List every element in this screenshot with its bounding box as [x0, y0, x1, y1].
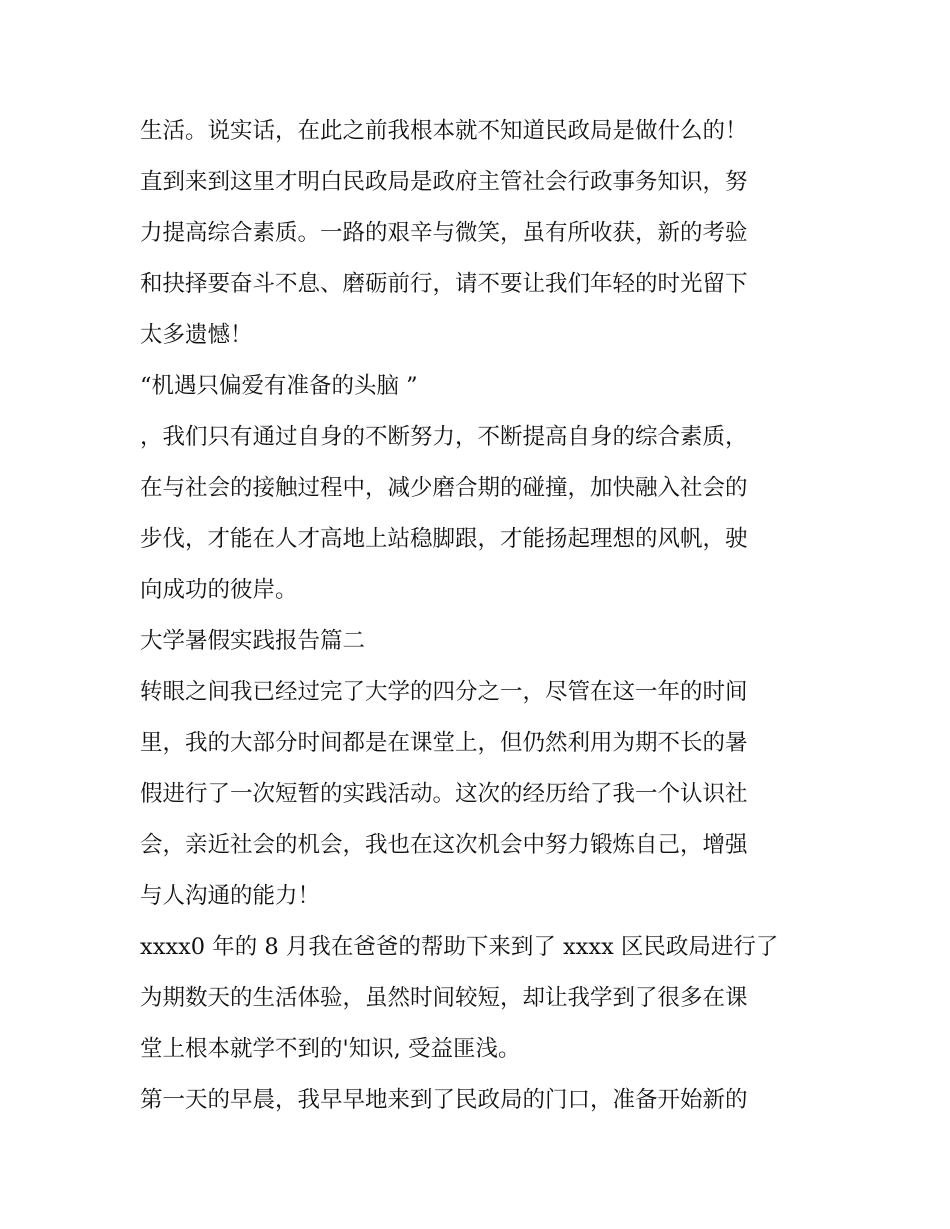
text-line: 步伐，才能在人才高地上站稳脚跟，才能扬起理想的风帆，驶	[140, 526, 748, 552]
text-line: 在与社会的接触过程中，减少磨合期的碰撞，加快融入社会的	[140, 475, 748, 501]
text-line: ，我们只有通过自身的不断努力，不断提高自身的综合素质，	[140, 424, 748, 450]
text-line: 转眼之间我已经过完了大学的四分之一，尽管在这一年的时间	[140, 679, 748, 705]
text-line: 为期数天的生活体验，虽然时间较短，却让我学到了很多在课	[140, 985, 748, 1011]
text-line: 第一天的早晨，我早早地来到了民政局的门口，准备开始新的	[140, 1087, 748, 1113]
text-line: 堂上根本就学不到的'知识, 受益匪浅。	[140, 1036, 521, 1062]
text-line: 向成功的彼岸。	[140, 577, 298, 603]
text-line: 假进行了一次短暂的实践活动。这次的经历给了我一个认识社	[140, 781, 748, 807]
text-line: 太多遗憾！	[140, 322, 253, 348]
text-line: 直到来到这里才明白民政局是政府主管社会行政事务知识，努	[140, 169, 748, 195]
quote-line: “机遇只偏爱有准备的头脑 ”	[140, 373, 418, 399]
text-line: 会，亲近社会的机会，我也在这次机会中努力锻炼自己，增强	[140, 832, 748, 858]
section-heading: 大学暑假实践报告篇二	[140, 628, 366, 654]
text-line: 和抉择要奋斗不息、磨砺前行，请不要让我们年轻的时光留下	[140, 271, 748, 297]
text-line: 里，我的大部分时间都是在课堂上，但仍然利用为期不长的暑	[140, 730, 748, 756]
document-page	[140, 110, 816, 1130]
text-line: xxxx0 年的 8 月我在爸爸的帮助下来到了 xxxx 区民政局进行了	[140, 934, 779, 960]
text-line: 力提高综合素质。一路的艰辛与微笑，虽有所收获，新的考验	[140, 220, 748, 246]
text-line: 与人沟通的能力！	[140, 883, 321, 909]
text-line: 生活。说实话，在此之前我根本就不知道民政局是做什么的！	[140, 118, 748, 144]
